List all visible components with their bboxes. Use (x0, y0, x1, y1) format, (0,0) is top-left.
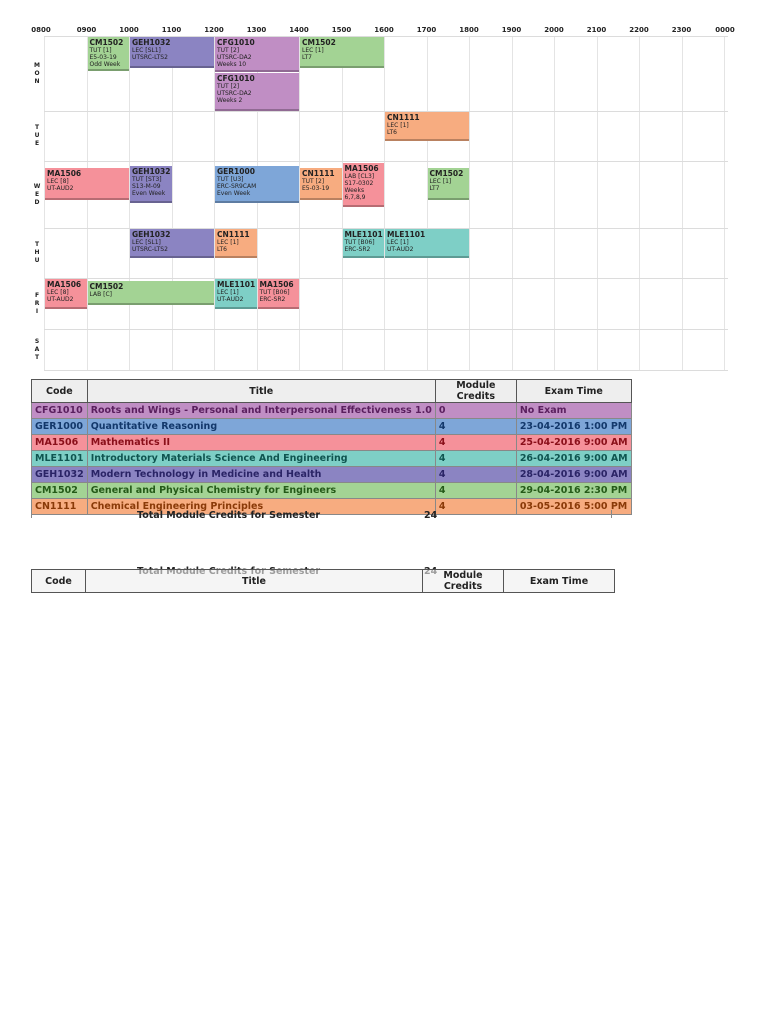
header-exam: Exam Time (504, 570, 615, 593)
class-detail: TUT [B06] (344, 239, 375, 246)
class-block-mle1101[interactable] (215, 279, 257, 309)
module-code: CM1502 (32, 483, 88, 499)
class-detail: LEC [1] (302, 47, 324, 54)
time-label: 2000 (544, 26, 564, 34)
table-row[interactable] (32, 435, 632, 451)
table-row[interactable] (32, 483, 632, 499)
class-detail: LT6 (387, 129, 397, 136)
class-detail: Even Week (132, 190, 166, 197)
module-title: Quantitative Reasoning (87, 419, 435, 435)
grid-column-line (427, 36, 428, 370)
grid-column-line (299, 36, 300, 370)
class-detail: TUT [2] (302, 178, 325, 185)
module-credits: 4 (435, 467, 516, 483)
module-code: CN1111 (32, 499, 88, 515)
grid-column-line (384, 36, 385, 370)
table-header-row (32, 380, 632, 403)
class-detail: UT-AUD2 (47, 185, 74, 192)
repeated-header-table (31, 569, 615, 593)
class-code: GEH1032 (132, 38, 171, 47)
class-code: CM1502 (89, 282, 124, 291)
class-block-ma1506[interactable] (343, 163, 385, 207)
grid-column-line (682, 36, 683, 370)
class-detail: TUT [1] (89, 47, 112, 54)
module-title: Modern Technology in Medicine and Health (87, 467, 435, 483)
class-detail: LEC [1] (387, 122, 409, 129)
time-label: 1700 (416, 26, 437, 34)
class-detail: LEC [1] (217, 289, 239, 296)
class-code: CFG1010 (217, 38, 255, 47)
time-label: 1100 (161, 26, 182, 34)
module-code: GER1000 (32, 419, 88, 435)
class-detail: ERC-SR2 (259, 296, 286, 303)
time-label: 2100 (586, 26, 607, 34)
header-code: Code (32, 380, 88, 403)
class-detail: LEC [8] (47, 289, 69, 296)
class-block-geh1032[interactable] (130, 166, 172, 203)
class-block-ger1000[interactable] (215, 166, 299, 203)
module-title: Mathematics II (87, 435, 435, 451)
class-code: MA1506 (344, 164, 379, 173)
class-code: MA1506 (259, 280, 294, 289)
class-detail: S17-0302 (344, 180, 374, 187)
time-label: 2300 (671, 26, 692, 34)
grid-row-line (44, 161, 728, 162)
table-row[interactable] (32, 467, 632, 483)
grid-row-line (44, 329, 728, 330)
module-code: MA1506 (32, 435, 88, 451)
class-code: CM1502 (89, 38, 124, 47)
class-block-cn1111[interactable] (300, 168, 342, 200)
time-label: 1300 (246, 26, 267, 34)
table-row[interactable] (32, 403, 632, 419)
class-detail: Odd Week (89, 61, 121, 68)
grid-row-line (44, 370, 728, 371)
grid-column-line (172, 36, 173, 370)
header-title: Title (86, 570, 423, 593)
table-row[interactable] (32, 419, 632, 435)
class-block-ma1506[interactable] (258, 279, 300, 309)
module-title: General and Physical Chemistry for Engineers (87, 483, 435, 499)
table-row[interactable] (32, 451, 632, 467)
class-detail: UTSRC-DA2 (217, 54, 252, 61)
class-code: MLE1101 (344, 230, 383, 239)
time-label: 1500 (331, 26, 352, 34)
class-detail: TUT [ST3] (132, 176, 162, 183)
class-detail: UTSRC-LTS2 (132, 246, 168, 253)
total-label: Total Module Credits for Semester (137, 510, 321, 518)
module-credits: 4 (435, 451, 516, 467)
class-detail: UTSRC-LTS2 (132, 54, 168, 61)
day-label: W E D (33, 183, 41, 206)
class-detail: LEC [SL1] (132, 239, 161, 246)
class-code: GER1000 (217, 167, 255, 176)
grid-column-line (44, 36, 45, 370)
class-block-cn1111[interactable] (215, 229, 257, 258)
grid-row-line (44, 278, 728, 279)
class-detail: LEC [SL1] (132, 47, 161, 54)
class-block-ma1506[interactable] (45, 168, 129, 200)
time-label: 0900 (76, 26, 97, 34)
class-detail: LEC [1] (217, 239, 239, 246)
class-detail: TUT [U3] (217, 176, 244, 183)
class-detail: TUT [2] (217, 83, 240, 90)
grid-column-line (639, 36, 640, 370)
day-label: F R I (34, 292, 40, 315)
class-detail: LEC [1] (387, 239, 409, 246)
grid-column-line (597, 36, 598, 370)
total-value: 24 (424, 510, 438, 518)
time-label: 1800 (459, 26, 479, 34)
repeated-header-row (32, 570, 615, 593)
class-block-cfg1010[interactable] (215, 37, 299, 72)
time-label: 2200 (629, 26, 649, 34)
timetable (0, 0, 768, 380)
class-block-cm1502[interactable] (88, 37, 130, 71)
module-title: Chemical Engineering Principles (87, 499, 435, 515)
module-credits: 0 (435, 403, 516, 419)
class-code: MLE1101 (217, 280, 256, 289)
exam-time: No Exam (516, 403, 631, 419)
class-code: MA1506 (47, 280, 82, 289)
class-detail: UT-AUD2 (47, 296, 74, 303)
class-detail: TUT [B06] (259, 289, 290, 296)
grid-column-line (129, 36, 130, 370)
class-detail: E5-03-19 (302, 185, 330, 192)
class-detail: LAB [CL3] (344, 173, 375, 180)
total-row-clipped (31, 510, 612, 518)
header-exam: Exam Time (516, 380, 631, 403)
class-detail: 6,7,8,9 (344, 194, 366, 201)
class-code: GEH1032 (132, 167, 171, 176)
class-code: CN1111 (387, 113, 420, 122)
class-detail: ERC-SR2 (344, 246, 371, 253)
class-detail: Weeks 2 (217, 97, 243, 104)
time-label: 0000 (715, 26, 735, 34)
class-detail: E5-03-19 (89, 54, 117, 61)
class-detail: S13-M-09 (132, 183, 161, 190)
class-detail: LEC [8] (47, 178, 69, 185)
day-label: S A T (34, 338, 40, 361)
exam-time: 23-04-2016 1:00 PM (516, 419, 631, 435)
exam-time: 03-05-2016 5:00 PM (516, 499, 631, 515)
exam-time: 25-04-2016 9:00 AM (516, 435, 631, 451)
grid-column-line (724, 36, 725, 370)
class-detail: ERC-SR9CAM (217, 183, 257, 190)
class-code: MA1506 (47, 169, 82, 178)
class-block-cm1502[interactable] (88, 281, 215, 305)
class-code: CN1111 (302, 169, 335, 178)
class-code: CN1111 (217, 230, 250, 239)
class-detail: Weeks 10 (217, 61, 247, 68)
module-credits: 4 (435, 419, 516, 435)
grid-column-line (512, 36, 513, 370)
module-code: CFG1010 (32, 403, 88, 419)
class-detail: LT6 (217, 246, 227, 253)
day-label: T H U (34, 241, 40, 264)
class-detail: TUT [2] (217, 47, 240, 54)
class-block-cm1502[interactable] (428, 168, 470, 200)
day-label: T U E (34, 124, 40, 147)
class-code: MLE1101 (387, 230, 426, 239)
exam-time: 26-04-2016 9:00 AM (516, 451, 631, 467)
time-label: 1000 (119, 26, 139, 34)
grid-column-line (87, 36, 88, 370)
module-credits: 4 (435, 499, 516, 515)
header-code: Code (32, 570, 86, 593)
class-block-ma1506[interactable] (45, 279, 87, 309)
time-label: 1900 (501, 26, 522, 34)
class-detail: Weeks (344, 187, 365, 194)
class-detail: UT-AUD2 (387, 246, 414, 253)
class-block-mle1101[interactable] (343, 229, 385, 258)
class-block-cfg1010[interactable] (215, 73, 299, 111)
class-block-mle1101[interactable] (385, 229, 469, 258)
module-code: GEH1032 (32, 467, 88, 483)
time-label: 1400 (289, 26, 309, 34)
module-credits: 4 (435, 435, 516, 451)
grid-column-line (554, 36, 555, 370)
time-label: 0800 (31, 26, 51, 34)
header-credits: Module Credits (423, 570, 504, 593)
class-detail: LEC [1] (429, 178, 452, 185)
class-detail: Even Week (217, 190, 251, 197)
class-detail: LAB [C] (89, 291, 112, 298)
module-title: Introductory Materials Science And Engineering (87, 451, 435, 467)
module-credits: 4 (435, 483, 516, 499)
exam-time: 28-04-2016 9:00 AM (516, 467, 631, 483)
class-block-cn1111[interactable] (385, 112, 469, 141)
day-label: M O N (34, 62, 40, 85)
class-detail: UT-AUD2 (217, 296, 244, 303)
class-code: CM1502 (302, 38, 336, 47)
class-detail: LT7 (302, 54, 312, 61)
time-label: 1600 (374, 26, 394, 34)
class-code: CM1502 (429, 169, 464, 178)
class-block-geh1032[interactable] (130, 229, 214, 258)
module-code: MLE1101 (32, 451, 88, 467)
class-detail: UTSRC-DA2 (217, 90, 252, 97)
module-title: Roots and Wings - Personal and Interpersonal Effectiveness 1.0 (87, 403, 435, 419)
grid-column-line (469, 36, 470, 370)
class-code: GEH1032 (132, 230, 171, 239)
header-title: Title (87, 380, 435, 403)
class-detail: LT7 (429, 185, 440, 192)
modules-table (31, 379, 632, 515)
header-credits: Module Credits (435, 380, 516, 403)
class-block-cm1502[interactable] (300, 37, 384, 68)
class-code: CFG1010 (217, 74, 255, 83)
class-block-geh1032[interactable] (130, 37, 214, 68)
time-label: 1200 (204, 26, 224, 34)
exam-time: 29-04-2016 2:30 PM (516, 483, 631, 499)
